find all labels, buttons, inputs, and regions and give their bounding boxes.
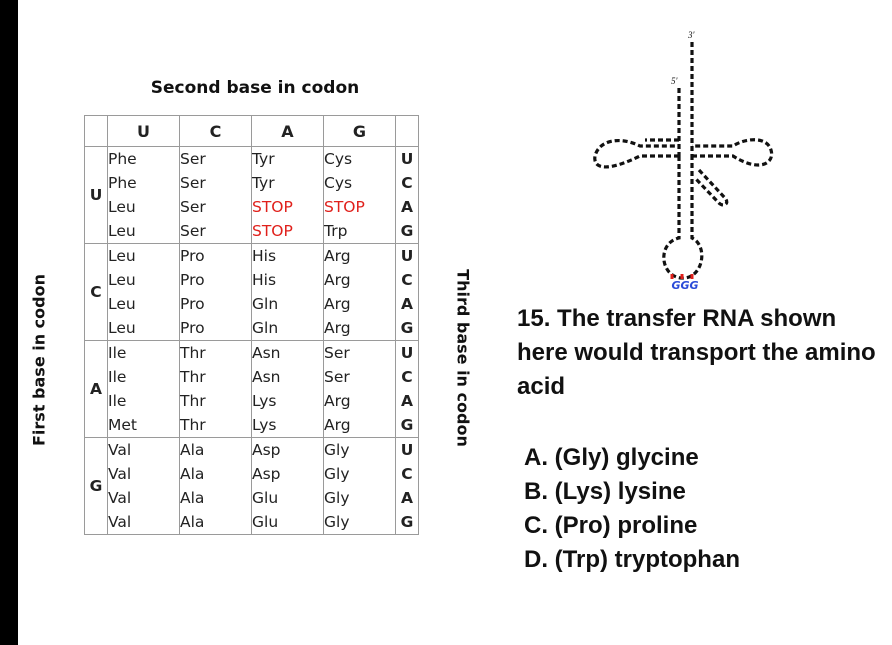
amino-acid: Leu — [108, 198, 136, 216]
amino-acid-cell — [180, 341, 252, 438]
first-base-label: C — [85, 244, 108, 341]
codon-row — [85, 438, 419, 535]
amino-acid: Tyr — [252, 150, 275, 168]
third-base-label: G — [400, 319, 414, 337]
three-prime-label: 3' — [688, 30, 695, 40]
answer-options — [524, 441, 740, 577]
amino-acid: Tyr — [252, 174, 275, 192]
codon-row — [85, 147, 419, 244]
amino-acid: Phe — [108, 174, 137, 192]
third-base-title-text: Third base in codon — [453, 269, 473, 447]
amino-acid: Ala — [180, 489, 205, 507]
second-base-header: A — [252, 116, 324, 147]
amino-acid: Ser — [180, 198, 206, 216]
amino-acid: Pro — [180, 247, 205, 265]
first-base-label: U — [85, 147, 108, 244]
amino-acid: Ser — [180, 174, 206, 192]
question-text: 15. The transfer RNA shown here would transport the amino acid — [517, 305, 876, 400]
amino-acid: Thr — [180, 368, 206, 386]
third-base-label: U — [400, 150, 414, 168]
left-black-bar — [0, 0, 18, 645]
amino-acid-cell — [324, 438, 396, 535]
amino-acid-cell — [180, 438, 252, 535]
second-base-title: Second base in codon — [150, 78, 360, 98]
amino-acid: Arg — [324, 295, 351, 313]
first-base-label: G — [85, 438, 108, 535]
third-base-label: C — [401, 271, 413, 289]
amino-acid-cell — [108, 244, 180, 341]
amino-acid: Asn — [252, 344, 281, 362]
third-base-cell — [396, 244, 419, 341]
amino-acid: Gln — [252, 319, 279, 337]
amino-acid: Val — [108, 513, 132, 531]
amino-acid: Trp — [324, 222, 348, 240]
amino-acid: Ser — [324, 344, 350, 362]
amino-acid: Leu — [108, 247, 136, 265]
amino-acid: Arg — [324, 247, 351, 265]
amino-acid: Ile — [108, 392, 127, 410]
amino-acid: Pro — [180, 271, 205, 289]
third-base-label: G — [400, 222, 414, 240]
amino-acid-cell — [180, 244, 252, 341]
corner-cell — [85, 116, 108, 147]
third-base-label: A — [401, 295, 413, 313]
third-base-label: U — [400, 344, 414, 362]
amino-acid-cell — [108, 147, 180, 244]
amino-acid-cell — [252, 244, 324, 341]
amino-acid: Thr — [180, 392, 206, 410]
amino-acid: Leu — [108, 295, 136, 313]
answer-option-a[interactable]: A. (Gly) glycine — [524, 444, 699, 471]
amino-acid: Lys — [252, 416, 277, 434]
third-base-label: C — [401, 465, 413, 483]
amino-acid: Ser — [180, 222, 206, 240]
third-base-label: A — [401, 392, 413, 410]
third-base-label: U — [400, 247, 414, 265]
second-base-header: G — [324, 116, 396, 147]
amino-acid: Gly — [324, 489, 350, 507]
amino-acid: Gly — [324, 465, 350, 483]
amino-acid-cell — [252, 438, 324, 535]
codon-header-row — [85, 116, 419, 147]
amino-acid-cell — [324, 341, 396, 438]
amino-acid: Thr — [180, 344, 206, 362]
first-base-title-text: First base in codon — [29, 274, 49, 446]
amino-acid: Ala — [180, 513, 205, 531]
third-base-label: C — [401, 174, 413, 192]
amino-acid: Val — [108, 441, 132, 459]
second-base-header: C — [180, 116, 252, 147]
amino-acid: Ile — [108, 344, 127, 362]
amino-acid: Thr — [180, 416, 206, 434]
amino-acid: Gly — [324, 513, 350, 531]
corner-cell — [396, 116, 419, 147]
amino-acid: Asp — [252, 465, 281, 483]
amino-acid-cell — [108, 341, 180, 438]
amino-acid: His — [252, 247, 277, 265]
amino-acid: Pro — [180, 319, 205, 337]
amino-acid: Asp — [252, 441, 281, 459]
amino-acid: Arg — [324, 271, 351, 289]
third-base-label: U — [400, 441, 414, 459]
trna-diagram — [575, 28, 780, 292]
third-base-cell — [396, 147, 419, 244]
amino-acid: Met — [108, 416, 137, 434]
amino-acid: Gln — [252, 295, 279, 313]
amino-acid: Gly — [324, 441, 350, 459]
amino-acid: Phe — [108, 150, 137, 168]
amino-acid: Cys — [324, 150, 353, 168]
amino-acid-cell — [180, 147, 252, 244]
third-base-label: G — [400, 513, 414, 531]
codon-row — [85, 341, 419, 438]
amino-acid: Val — [108, 489, 132, 507]
amino-acid: Asn — [252, 368, 281, 386]
amino-acid: Arg — [324, 392, 351, 410]
amino-acid: Ser — [324, 368, 350, 386]
amino-acid: STOP — [252, 198, 293, 216]
amino-acid: Lys — [252, 392, 277, 410]
amino-acid-cell — [108, 438, 180, 535]
amino-acid: Arg — [324, 319, 351, 337]
first-base-label: A — [85, 341, 108, 438]
amino-acid-cell — [324, 147, 396, 244]
amino-acid: Ile — [108, 368, 127, 386]
amino-acid: Leu — [108, 271, 136, 289]
amino-acid: Leu — [108, 222, 136, 240]
amino-acid: Ala — [180, 441, 205, 459]
answer-option-d[interactable]: D. (Trp) tryptophan — [524, 546, 740, 573]
amino-acid: Ser — [180, 150, 206, 168]
third-base-label: A — [401, 489, 413, 507]
answer-option-c[interactable]: C. (Pro) proline — [524, 512, 698, 539]
answer-option-b[interactable]: B. (Lys) lysine — [524, 478, 686, 505]
five-prime-label: 5' — [671, 76, 678, 86]
codon-row — [85, 244, 419, 341]
amino-acid-cell — [252, 147, 324, 244]
third-base-label: A — [401, 198, 413, 216]
amino-acid: His — [252, 271, 277, 289]
trna-backbone — [595, 42, 772, 278]
amino-acid: Glu — [252, 489, 279, 507]
amino-acid: Leu — [108, 319, 136, 337]
amino-acid: Arg — [324, 416, 351, 434]
codon-table-body — [85, 147, 419, 535]
amino-acid: STOP — [324, 198, 365, 216]
amino-acid: Val — [108, 465, 132, 483]
third-base-cell — [396, 438, 419, 535]
second-base-header: U — [108, 116, 180, 147]
amino-acid: Ala — [180, 465, 205, 483]
amino-acid: STOP — [252, 222, 293, 240]
amino-acid: Glu — [252, 513, 279, 531]
amino-acid: Cys — [324, 174, 353, 192]
amino-acid-cell — [252, 341, 324, 438]
codon-table — [84, 115, 419, 535]
third-base-label: G — [400, 416, 414, 434]
amino-acid-cell — [324, 244, 396, 341]
amino-acid: Pro — [180, 295, 205, 313]
anticodon-label: GGG — [671, 279, 699, 292]
third-base-cell — [396, 341, 419, 438]
third-base-label: C — [401, 368, 413, 386]
